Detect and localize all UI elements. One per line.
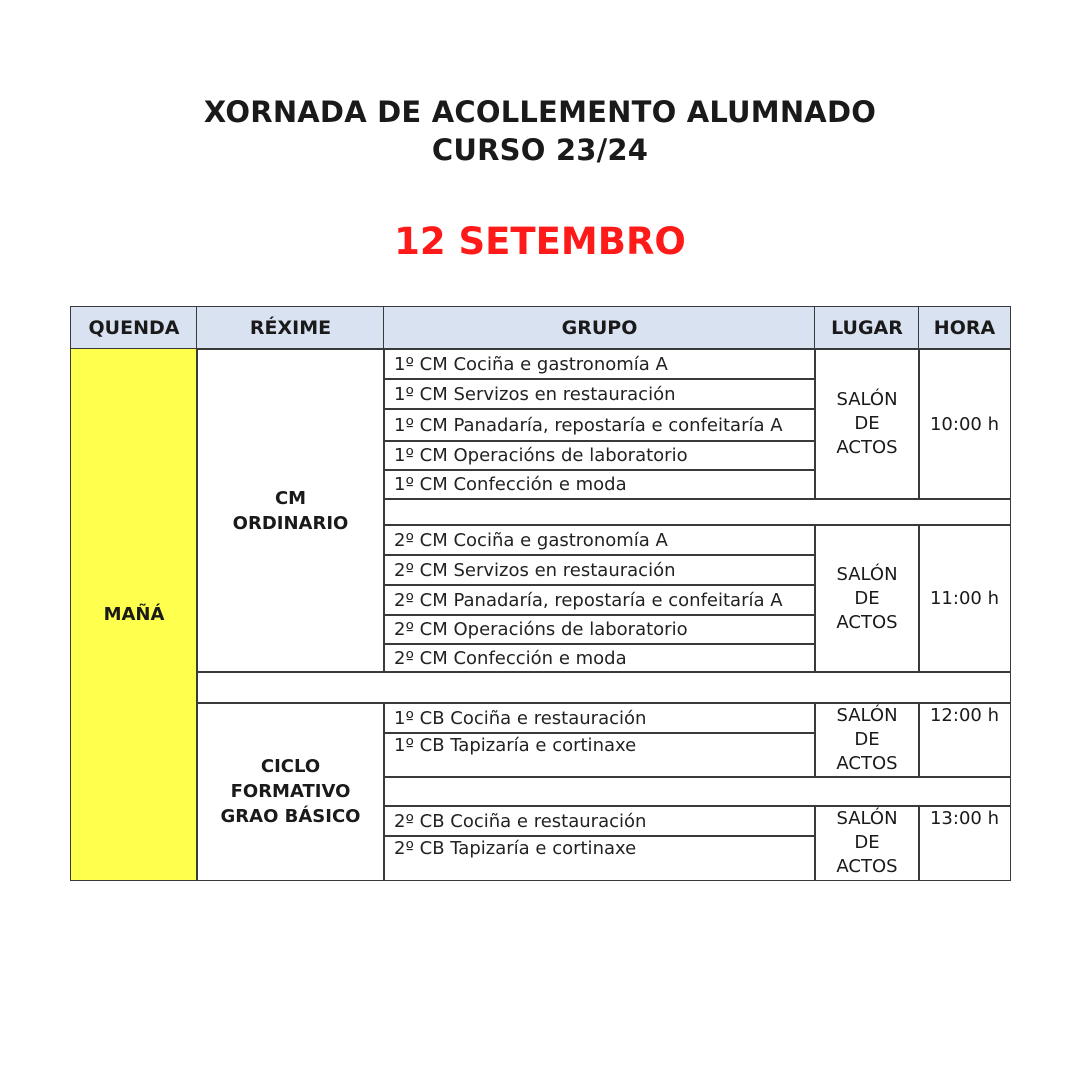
lugar-line2: DE	[854, 587, 880, 609]
quenda-cell: MAÑÁ	[70, 348, 198, 881]
lugar-cell	[814, 524, 920, 673]
spacer-row	[383, 498, 1011, 526]
lugar-line3: ACTOS	[836, 856, 898, 877]
rexime-cm-cell	[196, 348, 385, 673]
group-row: 2º CB Cociña e restauración	[383, 805, 816, 837]
lugar-cell	[814, 348, 920, 500]
header-lugar: LUGAR	[814, 306, 920, 350]
header-hora: HORA	[918, 306, 1011, 350]
spacer-row	[383, 776, 1011, 807]
separator-row	[196, 671, 1011, 704]
lugar-line3: ACTOS	[836, 611, 898, 633]
rexime-cb-line3: GRAO BÁSICO	[220, 806, 361, 827]
lugar-cell	[814, 805, 920, 881]
group-row: 1º CB Tapizaría e cortinaxe	[383, 732, 816, 778]
group-row: 2º CM Cociña e gastronomía A	[383, 524, 816, 556]
group-row: 1º CM Confección e moda	[383, 469, 816, 500]
group-row: 2º CM Operacións de laboratorio	[383, 614, 816, 645]
group-row: 1º CM Operacións de laboratorio	[383, 440, 816, 471]
rexime-cb-line1: CICLO	[260, 756, 321, 777]
lugar-line2: DE	[854, 832, 880, 853]
group-row: 2º CM Panadaría, repostaría e confeitaría A	[383, 584, 816, 616]
lugar-line1: SALÓN	[836, 705, 898, 726]
group-row: 1º CM Cociña e gastronomía A	[383, 348, 816, 380]
event-date: 12 SETEMBRO	[394, 220, 686, 263]
header-grupo: GRUPO	[383, 306, 816, 350]
title-line-2: CURSO 23/24	[431, 133, 649, 167]
group-row: 2º CM Servizos en restauración	[383, 554, 816, 586]
rexime-cb-line2: FORMATIVO	[230, 781, 351, 802]
title-line-1: XORNADA DE ACOLLEMENTO ALUMNADO	[203, 95, 877, 129]
group-row: 1º CM Servizos en restauración	[383, 378, 816, 410]
header-quenda: QUENDA	[70, 306, 198, 350]
hora-cell: 11:00 h	[918, 524, 1011, 673]
lugar-line3: ACTOS	[836, 753, 898, 774]
hora-cell: 12:00 h	[918, 702, 1011, 778]
lugar-line3: ACTOS	[836, 437, 898, 458]
rexime-cb-cell	[196, 702, 385, 881]
group-row: 2º CM Confección e moda	[383, 643, 816, 673]
rexime-cm-line2: ORDINARIO	[232, 512, 349, 534]
header-rexime: RÉXIME	[196, 306, 385, 350]
group-row: 1º CM Panadaría, repostaría e confeitaría A	[383, 408, 816, 442]
lugar-line2: DE	[854, 413, 880, 434]
group-row: 1º CB Cociña e restauración	[383, 702, 816, 734]
hora-cell: 10:00 h	[918, 348, 1011, 500]
lugar-cell	[814, 702, 920, 778]
lugar-line1: SALÓN	[836, 808, 898, 829]
group-row: 2º CB Tapizaría e cortinaxe	[383, 835, 816, 881]
hora-cell: 13:00 h	[918, 805, 1011, 881]
lugar-line1: SALÓN	[836, 563, 898, 585]
rexime-cm-line1: CM	[274, 487, 307, 509]
lugar-line2: DE	[854, 729, 880, 750]
lugar-line1: SALÓN	[836, 389, 898, 410]
